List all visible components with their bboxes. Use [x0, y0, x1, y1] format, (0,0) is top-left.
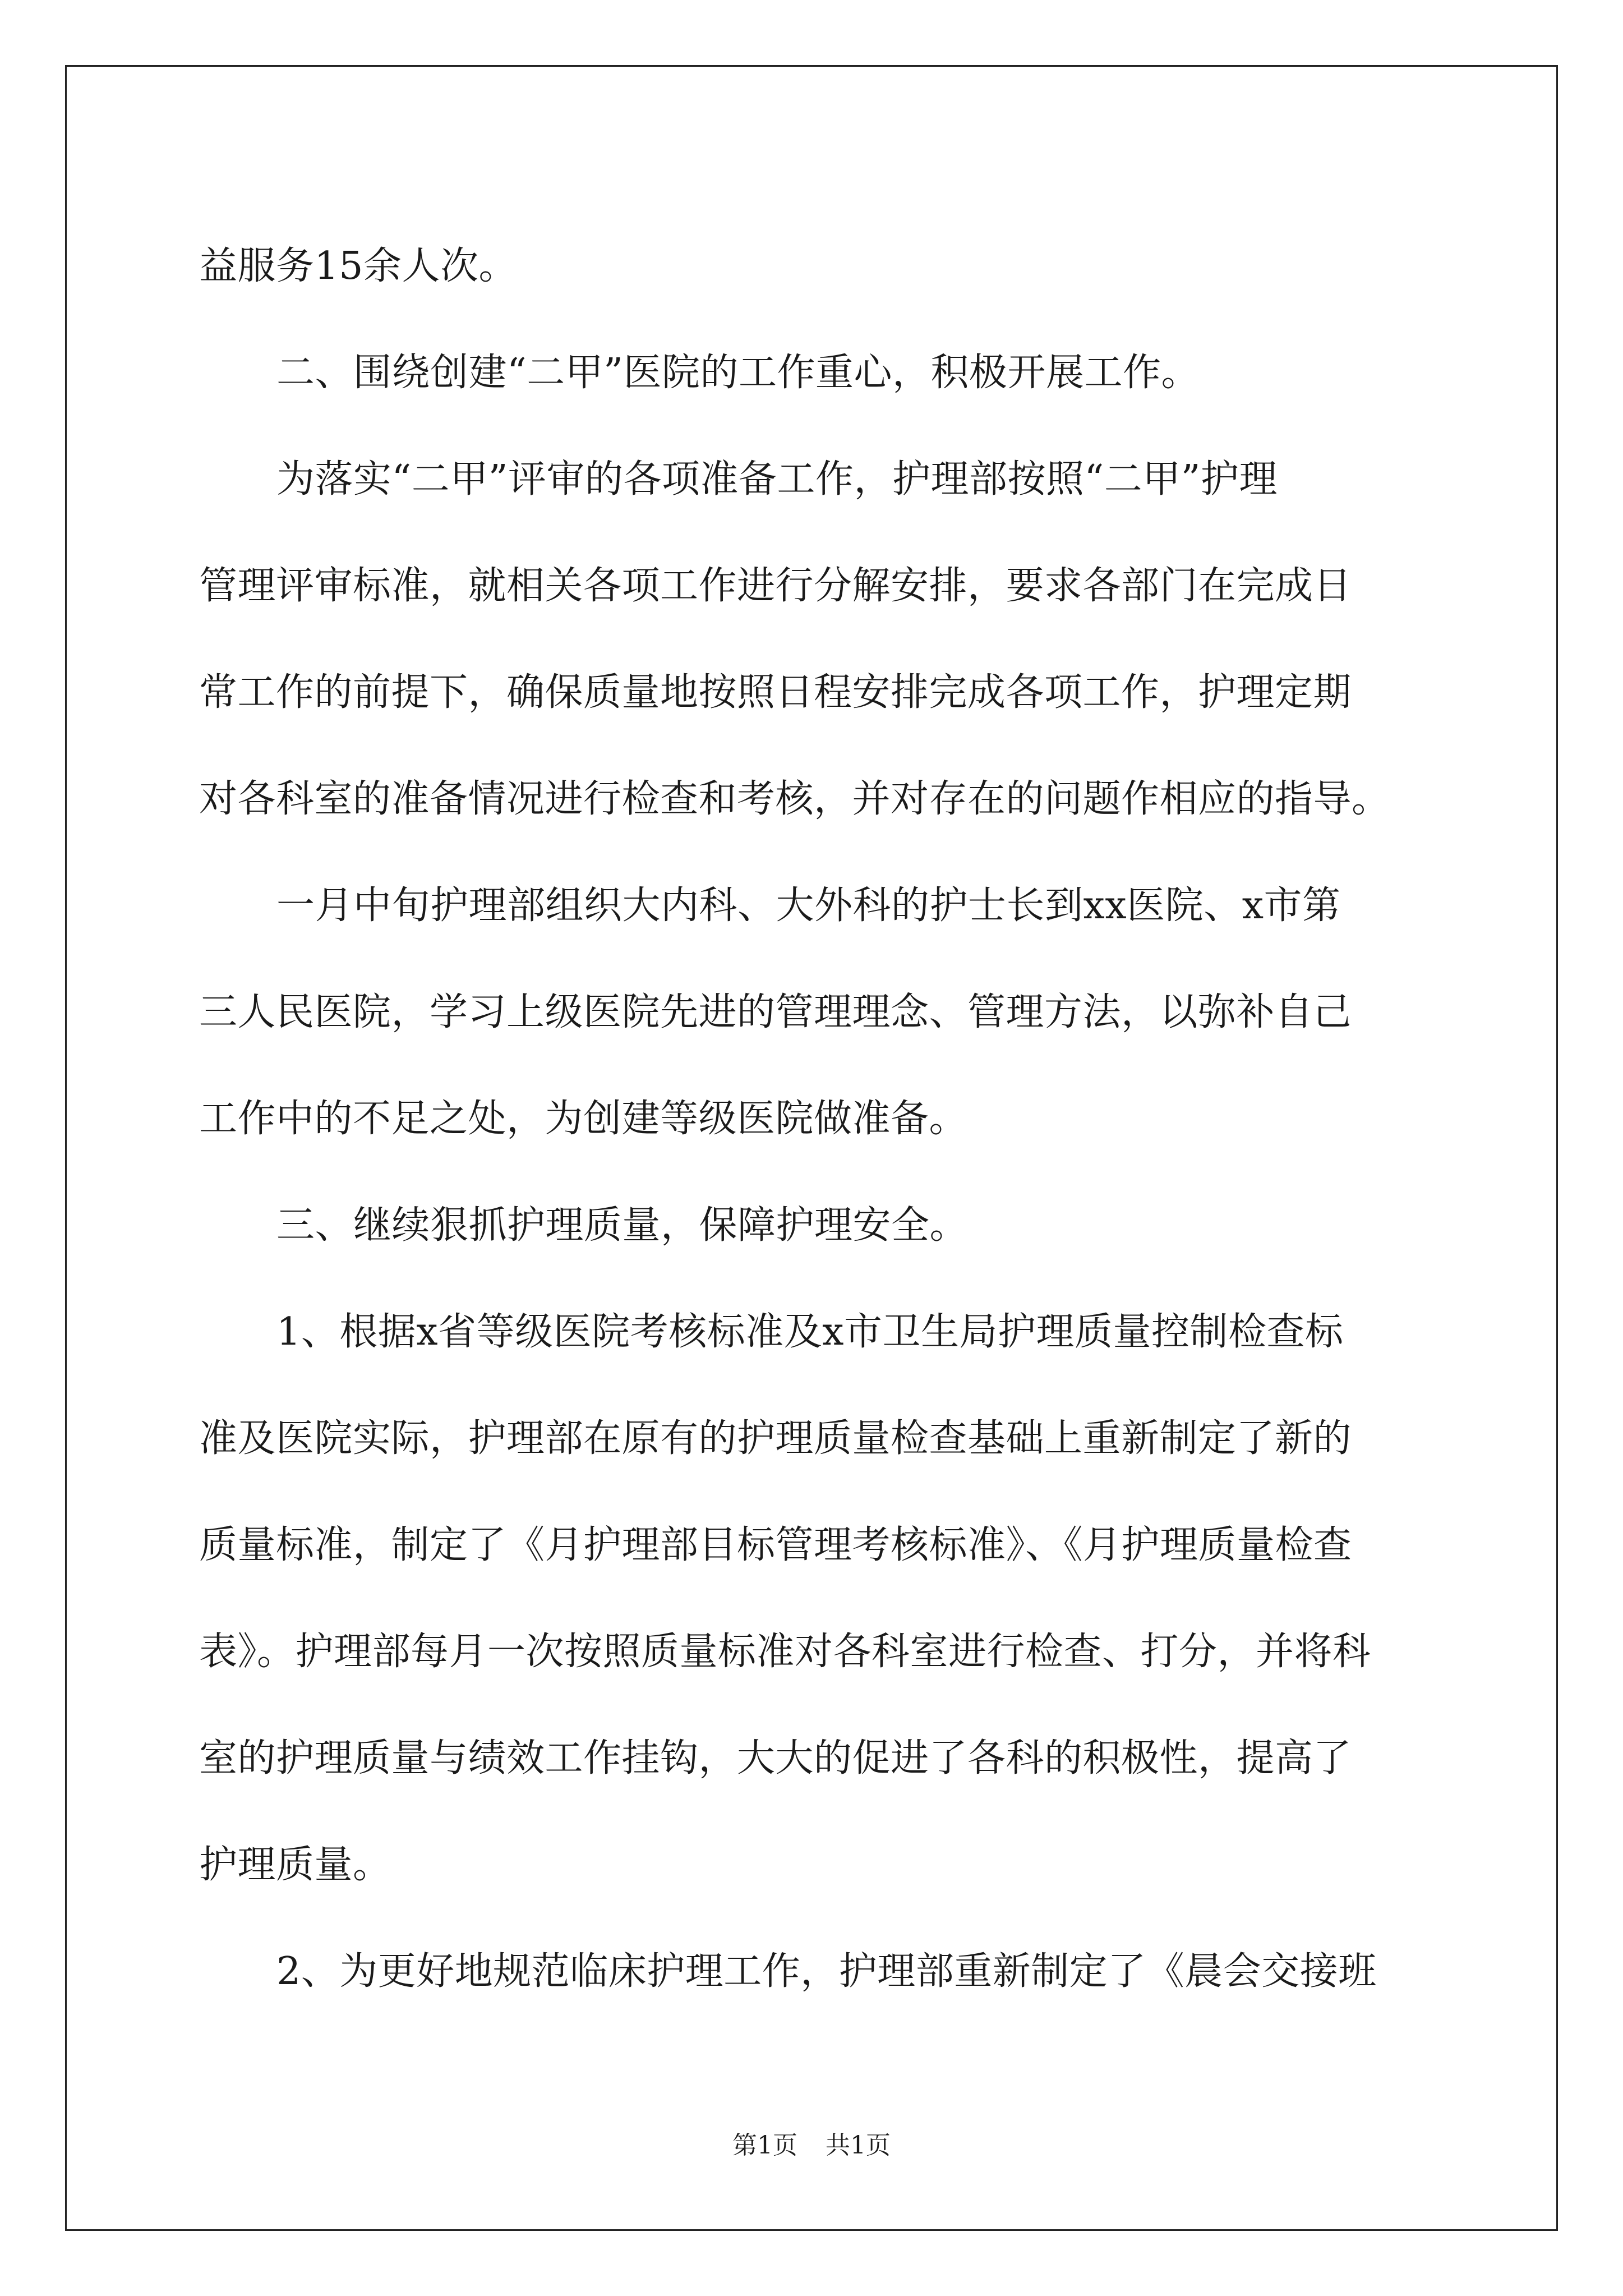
- text-line: 常工作的前提下，确保质量地按照日程安排完成各项工作，护理定期: [199, 670, 1352, 715]
- text-line: 管理评审标准，就相关各项工作进行分解安排，要求各部门在完成日: [199, 564, 1352, 608]
- text-line: 为落实“二甲”评审的各项准备工作，护理部按照“二甲”护理: [276, 457, 1278, 501]
- text-line: 护理质量。: [199, 1843, 391, 1887]
- page-number: 第1页: [732, 2131, 797, 2160]
- text-line: 一月中旬护理部组织大内科、大外科的护士长到xx医院、x市第: [276, 884, 1341, 928]
- section-heading: 二、围绕创建“二甲”医院的工作重心，积极开展工作。: [276, 351, 1200, 395]
- text-line: 1、根据x省等级医院考核标准及x市卫生局护理质量控制检查标: [276, 1310, 1344, 1354]
- text-line: 室的护理质量与绩效工作挂钩，大大的促进了各科的积极性，提高了: [199, 1736, 1352, 1780]
- text-line: 三人民医院，学习上级医院先进的管理理念、管理方法，以弥补自己: [199, 990, 1352, 1034]
- page-footer: [0, 2129, 1623, 2162]
- text-line: 表》。护理部每月一次按照质量标准对各科室进行检查、打分，并将科: [199, 1630, 1371, 1674]
- text-line: 2、为更好地规范临床护理工作，护理部重新制定了《晨会交接班: [276, 1949, 1377, 1994]
- text-line: 准及医院实际，护理部在原有的护理质量检查基础上重新制定了新的: [199, 1416, 1352, 1461]
- page-total: 共1页: [826, 2131, 891, 2160]
- document-body: [199, 213, 1427, 2025]
- text-line: 益服务15余人次。: [199, 244, 518, 288]
- text-line: 工作中的不足之处，为创建等级医院做准备。: [199, 1097, 968, 1141]
- section-heading: 三、继续狠抓护理质量，保障护理安全。: [276, 1203, 969, 1248]
- text-line: 质量标准，制定了《月护理部目标管理考核标准》、《月护理质量检查: [199, 1523, 1352, 1567]
- text-line: 对各科室的准备情况进行检查和考核，并对存在的问题作相应的指导。: [199, 777, 1390, 821]
